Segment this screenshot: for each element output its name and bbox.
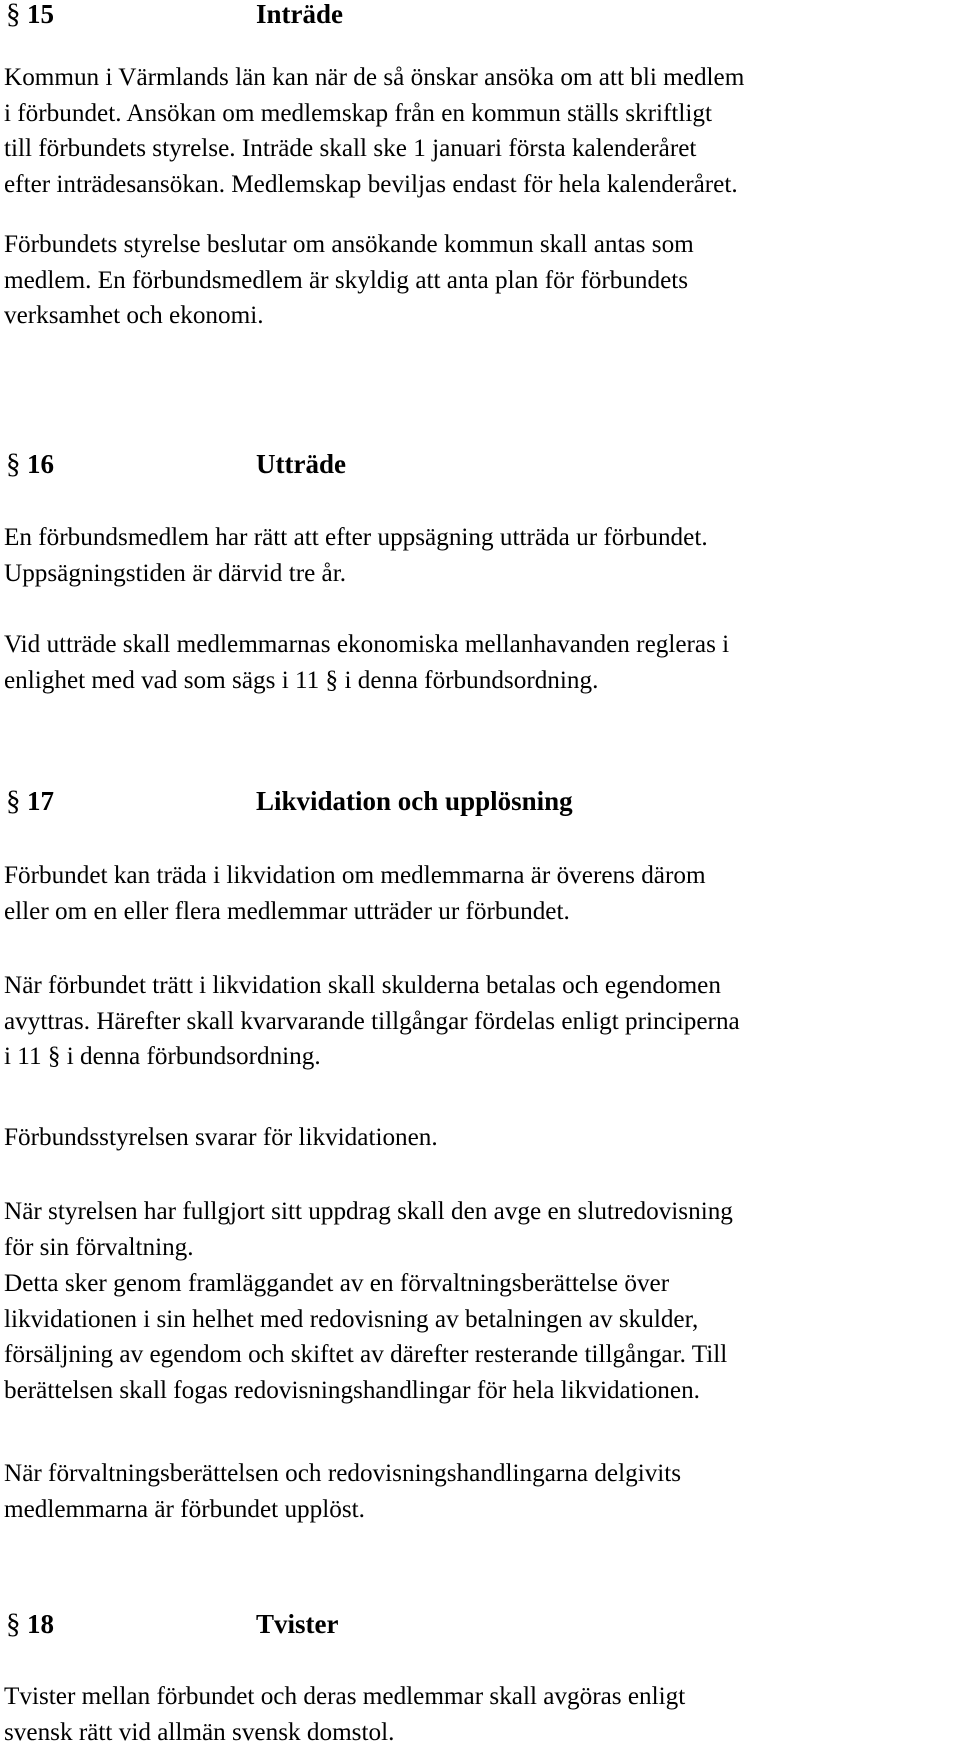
text-line: likvidationen i sin helhet med redovisning av betalningen av skulder,: [4, 1305, 699, 1333]
paragraph: [4, 60, 956, 202]
text-line: Uppsägningstiden är därvid tre år.: [4, 559, 347, 587]
text-line: verksamhet och ekonomi.: [4, 302, 264, 330]
text-line: till förbundets styrelse. Inträde skall ske 1 januari första kalenderåret: [4, 135, 697, 163]
text-line: enlighet med vad som sägs i 11 § i denna förbundsordning.: [4, 666, 599, 694]
text-line: Detta sker genom framläggandet av en förvaltningsberättelse över: [4, 1270, 670, 1297]
section-symbol: §: [6, 0, 21, 30]
paragraph: [4, 968, 956, 1075]
text-line: Tvister mellan förbundet och deras medlemmar skall avgöras enligt: [4, 1683, 686, 1710]
paragraph: [4, 1120, 956, 1156]
text-line: Förbundets styrelse beslutar om ansökande kommun skall antas som: [4, 231, 694, 258]
section-number: 17: [27, 786, 54, 816]
paragraph: [4, 627, 956, 698]
section-symbol: §: [6, 1608, 21, 1640]
section-title: Utträde: [256, 449, 346, 479]
text-line: för sin förvaltning.: [4, 1233, 194, 1261]
text-line: efter inträdesansökan. Medlemskap beviljas endast för hela kalenderåret.: [4, 170, 738, 198]
text-line: En förbundsmedlem har rätt att efter uppsägning utträda ur förbundet.: [4, 524, 708, 551]
text-line: försäljning av egendom och skiftet av därefter resterande tillgångar. Till: [4, 1341, 728, 1369]
paragraph: [4, 227, 956, 334]
section-title: Tvister: [256, 1609, 339, 1639]
paragraph: [4, 1266, 956, 1408]
section-symbol: §: [6, 448, 21, 480]
text-line: avyttras. Härefter skall kvarvarande tillgångar fördelas enligt principerna: [4, 1007, 740, 1035]
text-line: När förbundet trätt i likvidation skall skulderna betalas och egendomen: [4, 972, 721, 999]
text-line: medlem. En förbundsmedlem är skyldig att anta plan för förbundets: [4, 266, 689, 294]
paragraph: [4, 858, 956, 929]
section-number: 15: [27, 0, 54, 29]
text-line: När styrelsen har fullgjort sitt uppdrag skall den avge en slutredovisning: [4, 1198, 733, 1225]
text-line: i 11 § i denna förbundsordning.: [4, 1043, 321, 1071]
text-line: Förbundsstyrelsen svarar för likvidationen.: [4, 1124, 438, 1151]
section-symbol: §: [6, 785, 21, 817]
section-title: Inträde: [256, 0, 343, 29]
section-number: 16: [27, 449, 54, 479]
text-line: Vid utträde skall medlemmarnas ekonomiska mellanhavanden regleras i: [4, 631, 730, 658]
text-line: berättelsen skall fogas redovisningshandlingar för hela likvidationen.: [4, 1376, 700, 1404]
text-line: eller om en eller flera medlemmar utträder ur förbundet.: [4, 897, 570, 925]
paragraph: [4, 1456, 956, 1527]
text-line: När förvaltningsberättelsen och redovisningshandlingarna delgivits: [4, 1460, 682, 1487]
section-title: Likvidation och upplösning: [256, 786, 573, 816]
text-line: i förbundet. Ansökan om medlemskap från en kommun ställs skriftligt: [4, 99, 712, 127]
section-number: 18: [27, 1609, 54, 1639]
paragraph: [4, 520, 956, 591]
text-line: medlemmarna är förbundet upplöst.: [4, 1495, 365, 1523]
paragraph: [4, 1194, 956, 1265]
text-line: Förbundet kan träda i likvidation om medlemmarna är överens därom: [4, 862, 706, 889]
paragraph: [4, 1679, 956, 1750]
text-line: Kommun i Värmlands län kan när de så önskar ansöka om att bli medlem: [4, 64, 745, 91]
text-line: svensk rätt vid allmän svensk domstol.: [4, 1718, 395, 1746]
